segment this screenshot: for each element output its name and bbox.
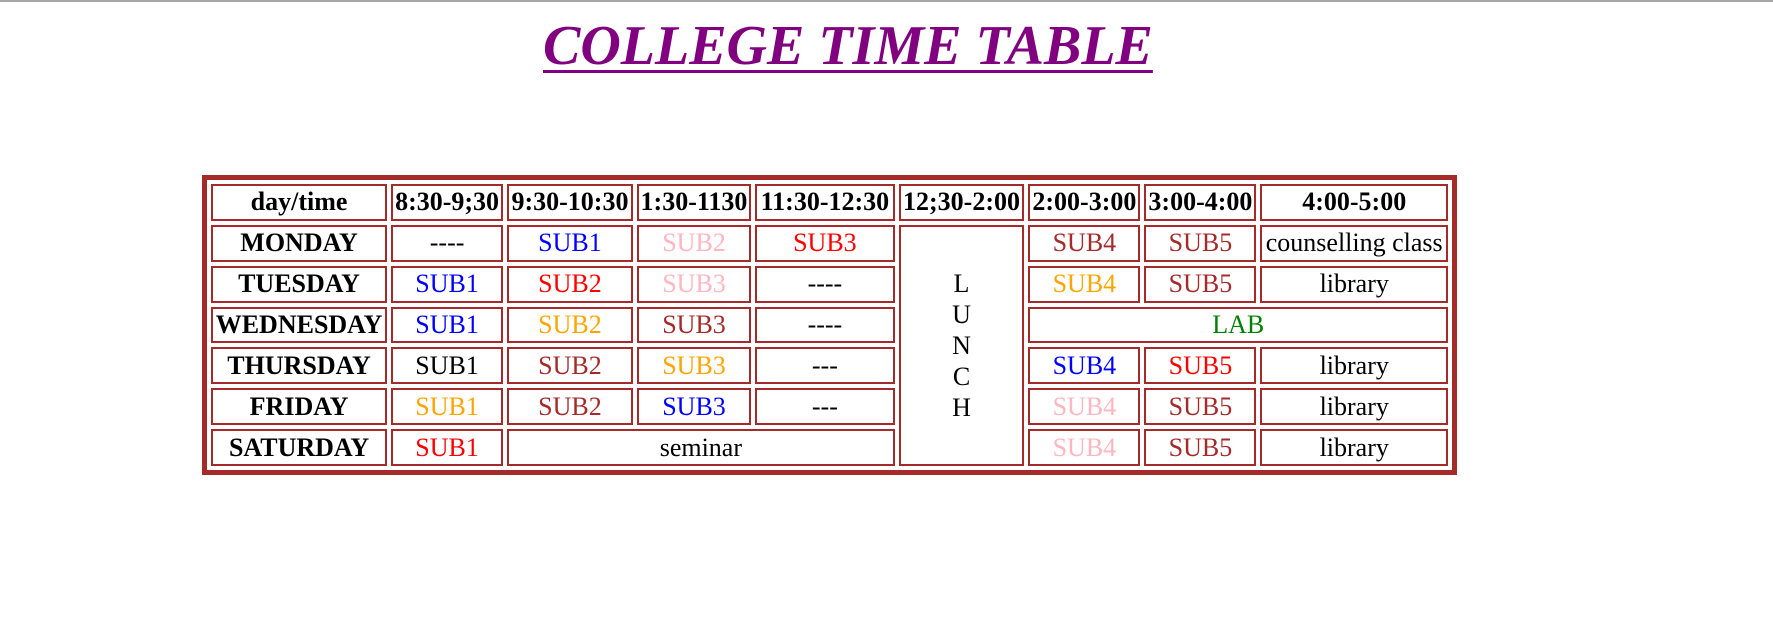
day-label: WEDNESDAY — [211, 307, 387, 344]
seminar-cell: seminar — [507, 429, 895, 466]
day-label: SATURDAY — [211, 429, 387, 466]
period-cell: SUB4 — [1028, 225, 1140, 262]
page-title: COLLEGE TIME TABLE — [543, 15, 1153, 77]
period-cell: SUB4 — [1028, 388, 1140, 425]
period-cell: library — [1260, 347, 1448, 384]
period-cell: library — [1260, 429, 1448, 466]
period-cell: SUB4 — [1028, 266, 1140, 303]
lunch-letter: H — [952, 392, 971, 422]
period-cell: ---- — [755, 266, 894, 303]
lunch-letter: U — [952, 299, 971, 329]
period-cell: SUB1 — [391, 266, 503, 303]
period-cell: SUB3 — [637, 307, 751, 344]
header-slot: 11:30-12:30 — [755, 184, 894, 221]
lab-cell: LAB — [1028, 307, 1448, 344]
day-label: THURSDAY — [211, 347, 387, 384]
header-slot: 1:30-1130 — [637, 184, 751, 221]
day-label: TUESDAY — [211, 266, 387, 303]
period-cell: SUB3 — [755, 225, 894, 262]
period-cell: SUB1 — [391, 388, 503, 425]
header-slot: 8:30-9;30 — [391, 184, 503, 221]
table-row — [211, 347, 1448, 384]
timetable — [202, 175, 1457, 475]
period-cell: SUB5 — [1144, 347, 1256, 384]
lunch-letter: N — [952, 330, 971, 360]
period-cell: SUB4 — [1028, 347, 1140, 384]
header-slot: 9:30-10:30 — [507, 184, 633, 221]
period-cell: SUB2 — [507, 347, 633, 384]
header-slot: 12;30-2:00 — [899, 184, 1025, 221]
period-cell: SUB5 — [1144, 429, 1256, 466]
period-cell: SUB3 — [637, 347, 751, 384]
period-cell: SUB1 — [507, 225, 633, 262]
period-cell: SUB1 — [391, 347, 503, 384]
lunch-letter: C — [952, 361, 971, 391]
period-cell: SUB2 — [637, 225, 751, 262]
table-row — [211, 388, 1448, 425]
day-label: FRIDAY — [211, 388, 387, 425]
table-row — [211, 429, 1448, 466]
table-row — [211, 225, 1448, 262]
period-cell: library — [1260, 388, 1448, 425]
header-slot: 2:00-3:00 — [1028, 184, 1140, 221]
header-corner: day/time — [211, 184, 387, 221]
period-cell: SUB2 — [507, 266, 633, 303]
period-cell: SUB1 — [391, 429, 503, 466]
period-cell: SUB4 — [1028, 429, 1140, 466]
period-cell: SUB5 — [1144, 225, 1256, 262]
period-cell: --- — [755, 388, 894, 425]
period-cell: SUB5 — [1144, 388, 1256, 425]
lunch-cell — [899, 225, 1025, 466]
period-cell: SUB2 — [507, 307, 633, 344]
day-label: MONDAY — [211, 225, 387, 262]
table-row — [211, 266, 1448, 303]
period-cell: ---- — [755, 307, 894, 344]
top-divider — [0, 0, 1773, 2]
table-row — [211, 307, 1448, 344]
period-cell: SUB3 — [637, 388, 751, 425]
period-cell: ---- — [391, 225, 503, 262]
period-cell: SUB2 — [507, 388, 633, 425]
lunch-letter: L — [953, 268, 970, 298]
period-cell: SUB5 — [1144, 266, 1256, 303]
period-cell: SUB3 — [637, 266, 751, 303]
period-cell: library — [1260, 266, 1448, 303]
period-cell: SUB1 — [391, 307, 503, 344]
header-row — [211, 184, 1448, 221]
period-cell: --- — [755, 347, 894, 384]
header-slot: 3:00-4:00 — [1144, 184, 1256, 221]
header-slot: 4:00-5:00 — [1260, 184, 1448, 221]
period-cell: counselling class — [1260, 225, 1448, 262]
